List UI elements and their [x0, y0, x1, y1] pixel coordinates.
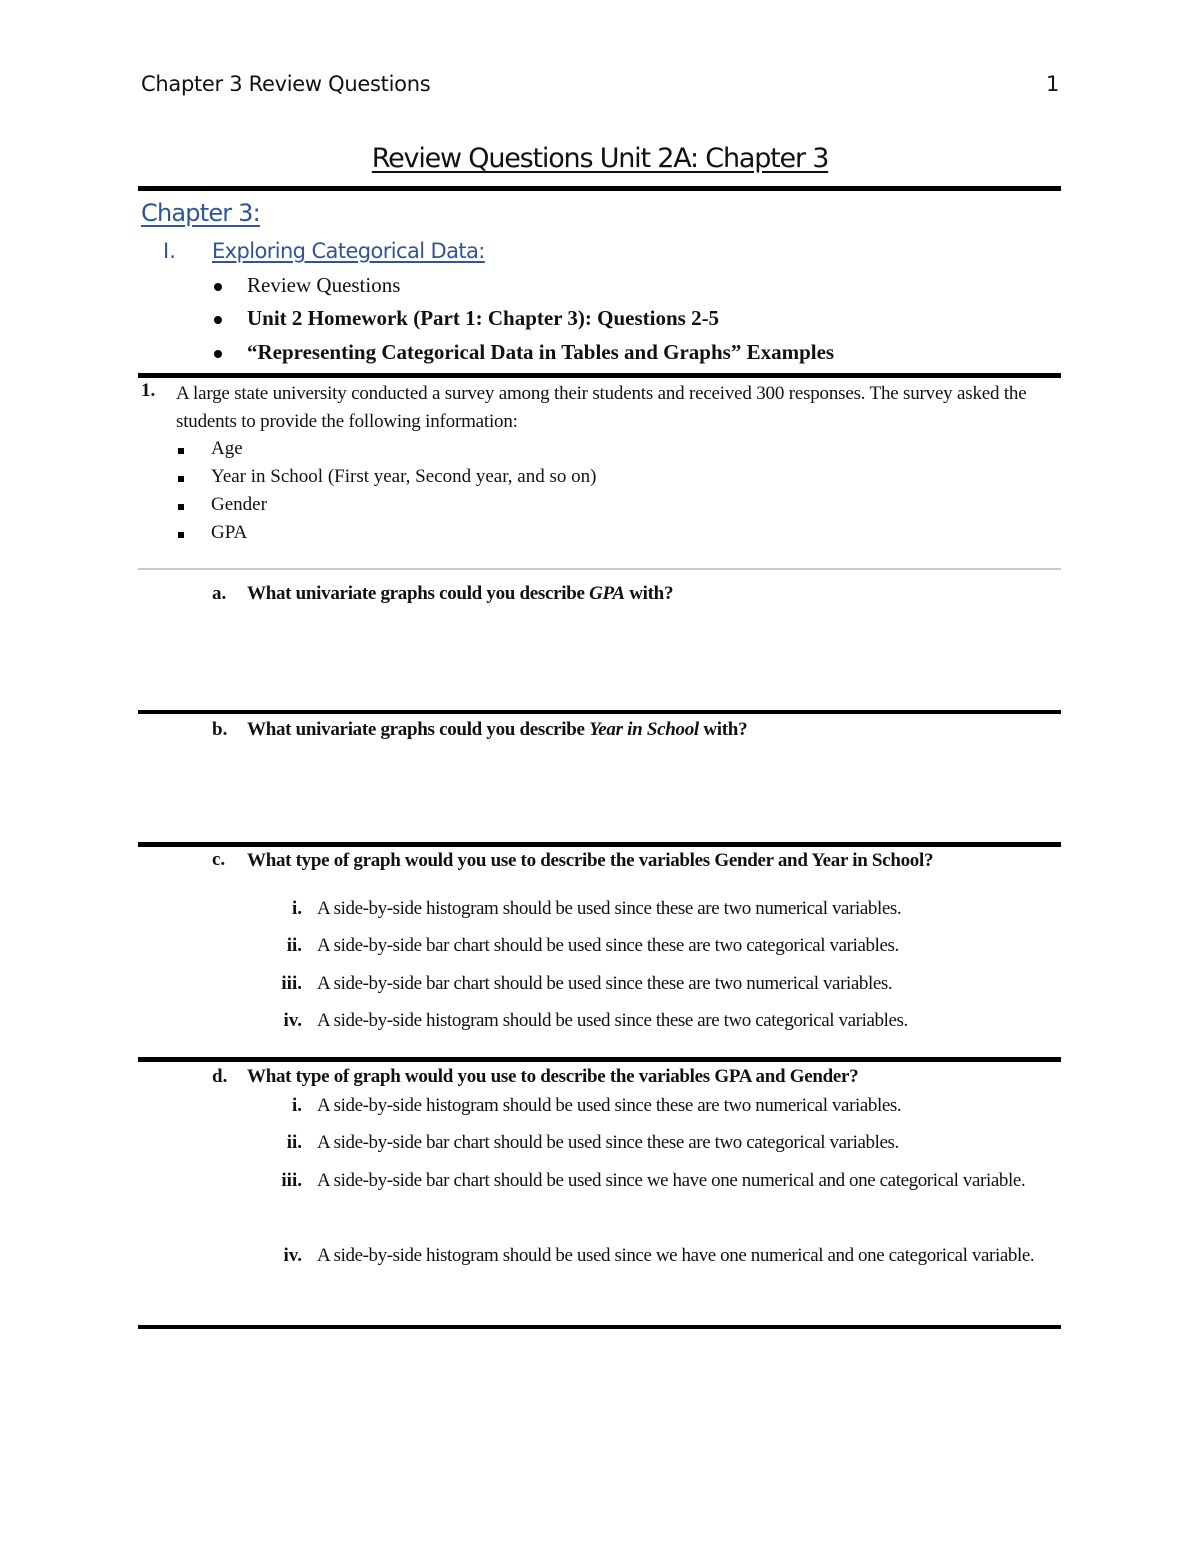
- part-d-option: A side-by-side histogram should be used since these are two numerical variables.: [317, 1095, 902, 1116]
- part-c-option: A side-by-side bar chart should be used since these are two categorical variables.: [317, 935, 899, 956]
- list-item-gpa: GPA: [211, 522, 248, 543]
- answer-divider-d: [138, 1325, 1061, 1329]
- part-b-question: What univariate graphs could you describe Year in School with?: [247, 719, 748, 740]
- question-number: 1.: [141, 380, 156, 401]
- square-bullet: [178, 504, 184, 510]
- bullet-examples: “Representing Categorical Data in Tables and Graphs” Examples: [247, 340, 835, 364]
- bullet-dot: [214, 283, 222, 291]
- document-title: Review Questions Unit 2A: Chapter 3: [371, 143, 829, 174]
- chapter-heading: Chapter 3:: [141, 199, 260, 227]
- part-c-option: A side-by-side bar chart should be used since these are two numerical variables.: [317, 973, 893, 994]
- title-divider: [138, 186, 1061, 191]
- bullet-dot: [214, 350, 222, 358]
- part-c-option: A side-by-side histogram should be used since these are two numerical variables.: [317, 898, 902, 919]
- light-divider: [138, 568, 1061, 570]
- part-c-letter: c.: [212, 849, 226, 870]
- square-bullet: [178, 532, 184, 538]
- section-numeral: I.: [163, 239, 176, 263]
- list-item-year: Year in School (First year, Second year, and so on): [211, 466, 597, 487]
- part-d-question: What type of graph would you use to describe the variables GPA and Gender?: [247, 1066, 859, 1087]
- part-b-letter: b.: [212, 719, 228, 740]
- part-d-option: A side-by-side bar chart should be used since we have one numerical and one categorical variable.: [317, 1170, 1026, 1191]
- part-c-option: A side-by-side histogram should be used since these are two categorical variables.: [317, 1010, 908, 1031]
- part-d-option-numeral: i.: [291, 1095, 302, 1116]
- page-number: 1: [1046, 72, 1060, 96]
- part-a-letter: a.: [212, 583, 227, 604]
- section-heading: Exploring Categorical Data:: [212, 239, 485, 263]
- question-text: A large state university conducted a survey among their students and received 300 responses. The survey asked the students to provide the following information:: [176, 383, 1027, 432]
- part-c-option-numeral: iii.: [281, 973, 302, 994]
- list-item-age: Age: [211, 438, 243, 459]
- square-bullet: [178, 448, 184, 454]
- square-bullet: [178, 476, 184, 482]
- list-item-gender: Gender: [211, 494, 267, 515]
- answer-divider-a: [138, 710, 1061, 714]
- part-d-option-numeral: iii.: [281, 1170, 302, 1191]
- part-d-option-numeral: iv.: [283, 1245, 302, 1266]
- part-c-option-numeral: iv.: [283, 1010, 302, 1031]
- part-d-letter: d.: [212, 1066, 228, 1087]
- running-header-title: Chapter 3 Review Questions: [141, 72, 431, 96]
- part-c-question: What type of graph would you use to describe the variables Gender and Year in School?: [247, 850, 934, 871]
- bullet-dot: [214, 316, 222, 324]
- part-c-option-numeral: i.: [291, 898, 302, 919]
- bullet-homework: Unit 2 Homework (Part 1: Chapter 3): Questions 2-5: [247, 306, 720, 330]
- section-divider: [138, 373, 1061, 378]
- part-c-option-numeral: ii.: [286, 935, 302, 956]
- part-a-question: What univariate graphs could you describe GPA with?: [247, 583, 674, 604]
- part-d-option-numeral: ii.: [286, 1132, 302, 1153]
- bullet-review-questions: Review Questions: [247, 273, 401, 297]
- answer-divider-c: [138, 1057, 1061, 1062]
- part-d-option: A side-by-side histogram should be used since we have one numerical and one categorical variable.: [317, 1245, 1035, 1266]
- part-d-option: A side-by-side bar chart should be used since these are two categorical variables.: [317, 1132, 899, 1153]
